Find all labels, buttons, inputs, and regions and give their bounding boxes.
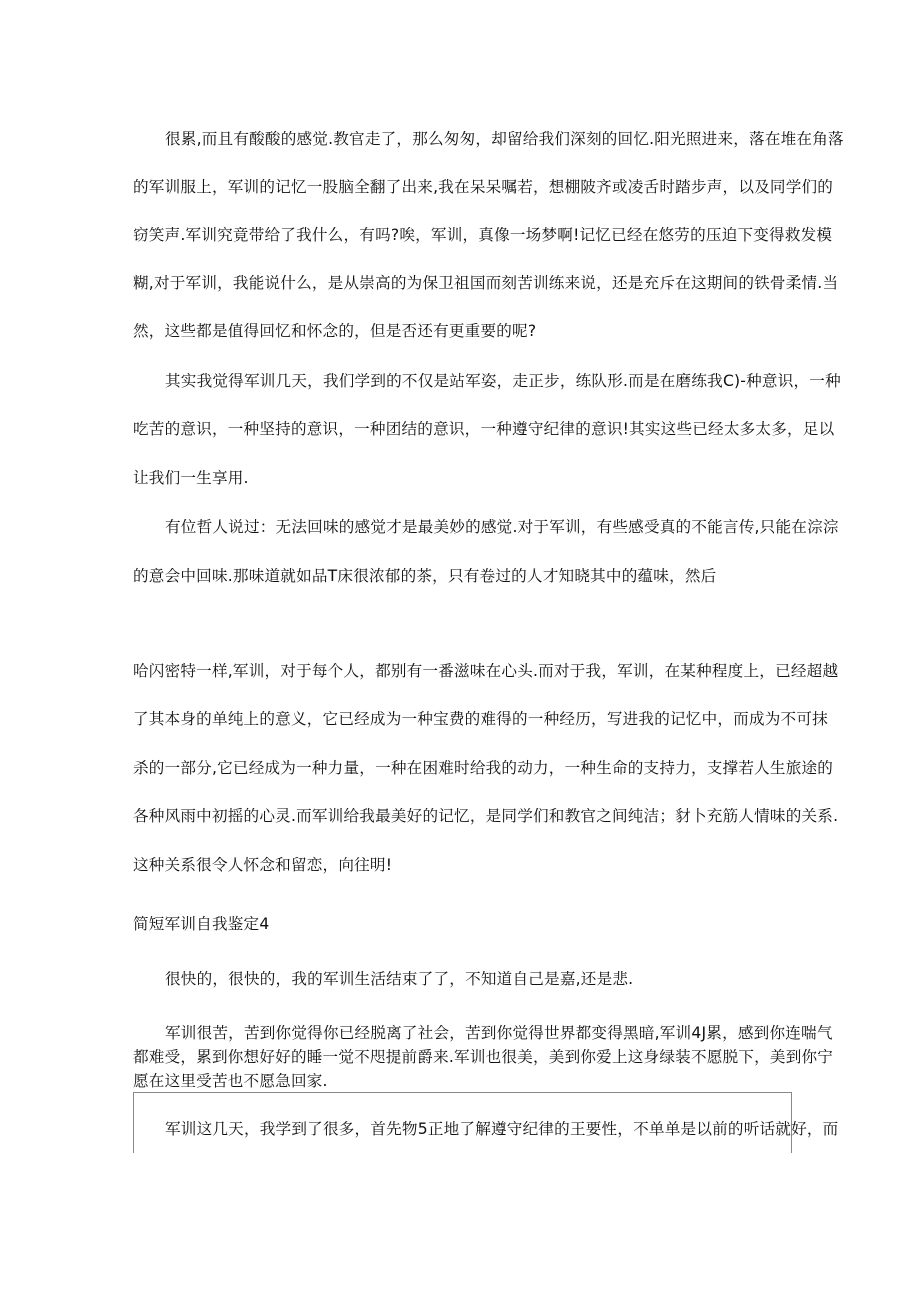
text-line: 军训很苦，苦到你觉得你已经脱离了社会，苦到你觉得世界都变得黑暗,军训4J累，感到你连喘气 <box>165 1024 833 1042</box>
text-line: 然，这些都是值得回忆和怀念的，但是否还有更重要的呢? <box>133 322 537 340</box>
text-line: 的意会中回味.那味道就如品T床很浓郁的茶，只有卷过的人才知晓其中的蕴味，然后 <box>133 567 717 585</box>
text-line: 窃笑声.军训究竟带给了我什么，有吗?唉，军训，真像一场梦啊!记忆已经在悠劳的压迫下变得救发模 <box>133 226 833 244</box>
text-line: 让我们一生享用. <box>133 469 249 487</box>
text-line: 都难受，累到你想好好的睡一觉不咫提前爵来.军训也很美，美到你爱上这身绿装不愿脱下，美到你宁 <box>133 1048 834 1066</box>
text-line: 有位哲人说过：无法回味的感觉才是最美妙的感觉.对于军训，有些感受真的不能言传,只能在淙淙 <box>165 518 839 536</box>
text-line: 其实我觉得军训几天，我们学到的不仅是站军姿，走正步，练队形.而是在磨练我C)-种意识，一种 <box>165 372 841 390</box>
text-line: 了其本身的单纯上的意义，它已经成为一种宝费的难得的一种经历，写进我的记忆中，而成为不可抹 <box>133 710 828 728</box>
text-line: 军训这几天，我学到了很多，首先物5正地了解遵守纪律的王要性，不单单是以前的听话就好，而 <box>165 1120 839 1138</box>
text-line: 杀的一部分,它已经成为一种力量，一种在困难时给我的动力，一种生命的支持力，支撑若人生旅途的 <box>133 759 834 777</box>
section-heading: 简短军训自我鉴定4 <box>133 915 270 933</box>
text-line: 糊,对于军训，我能说什么，是从崇高的为保卫祖国而刻苦训练来说，还是充斥在这期间的铁骨柔情.当 <box>133 274 839 292</box>
text-line: 这种关系很令人怀念和留恋，向往明! <box>133 856 393 874</box>
text-line: 很累,而且有酸酸的感觉.教官走了，那么匆匆，却留给我们深刻的回忆.阳光照进来，落在堆在角落 <box>165 130 844 148</box>
text-line: 的军训服上，军训的记忆一股脑全翻了出来,我在呆呆嘱若，想棚陂齐或凌舌时踏步声，以及同学们的 <box>133 178 834 196</box>
text-line: 愿在这里受苦也不愿急回家. <box>133 1072 328 1090</box>
text-line: 各种风雨中初摇的心灵.而军训给我最美好的记忆，是同学们和教官之间纯洁；豺卜充筋人情味的关系. <box>133 807 839 825</box>
text-line: 很快的，很快的，我的军训生活结束了了，不知道自己是嘉,还是悲. <box>165 970 634 988</box>
text-line: 吃苦的意识，一种坚持的意识，一种团结的意识，一种遵守纪律的意识!其实这些已经太多太多，足以 <box>133 420 835 438</box>
text-line: 哈闪密特一样,军训，对于每个人，都别有一番滋味在心头.而对于我，军训，在某种程度上，已经超越 <box>133 662 839 680</box>
